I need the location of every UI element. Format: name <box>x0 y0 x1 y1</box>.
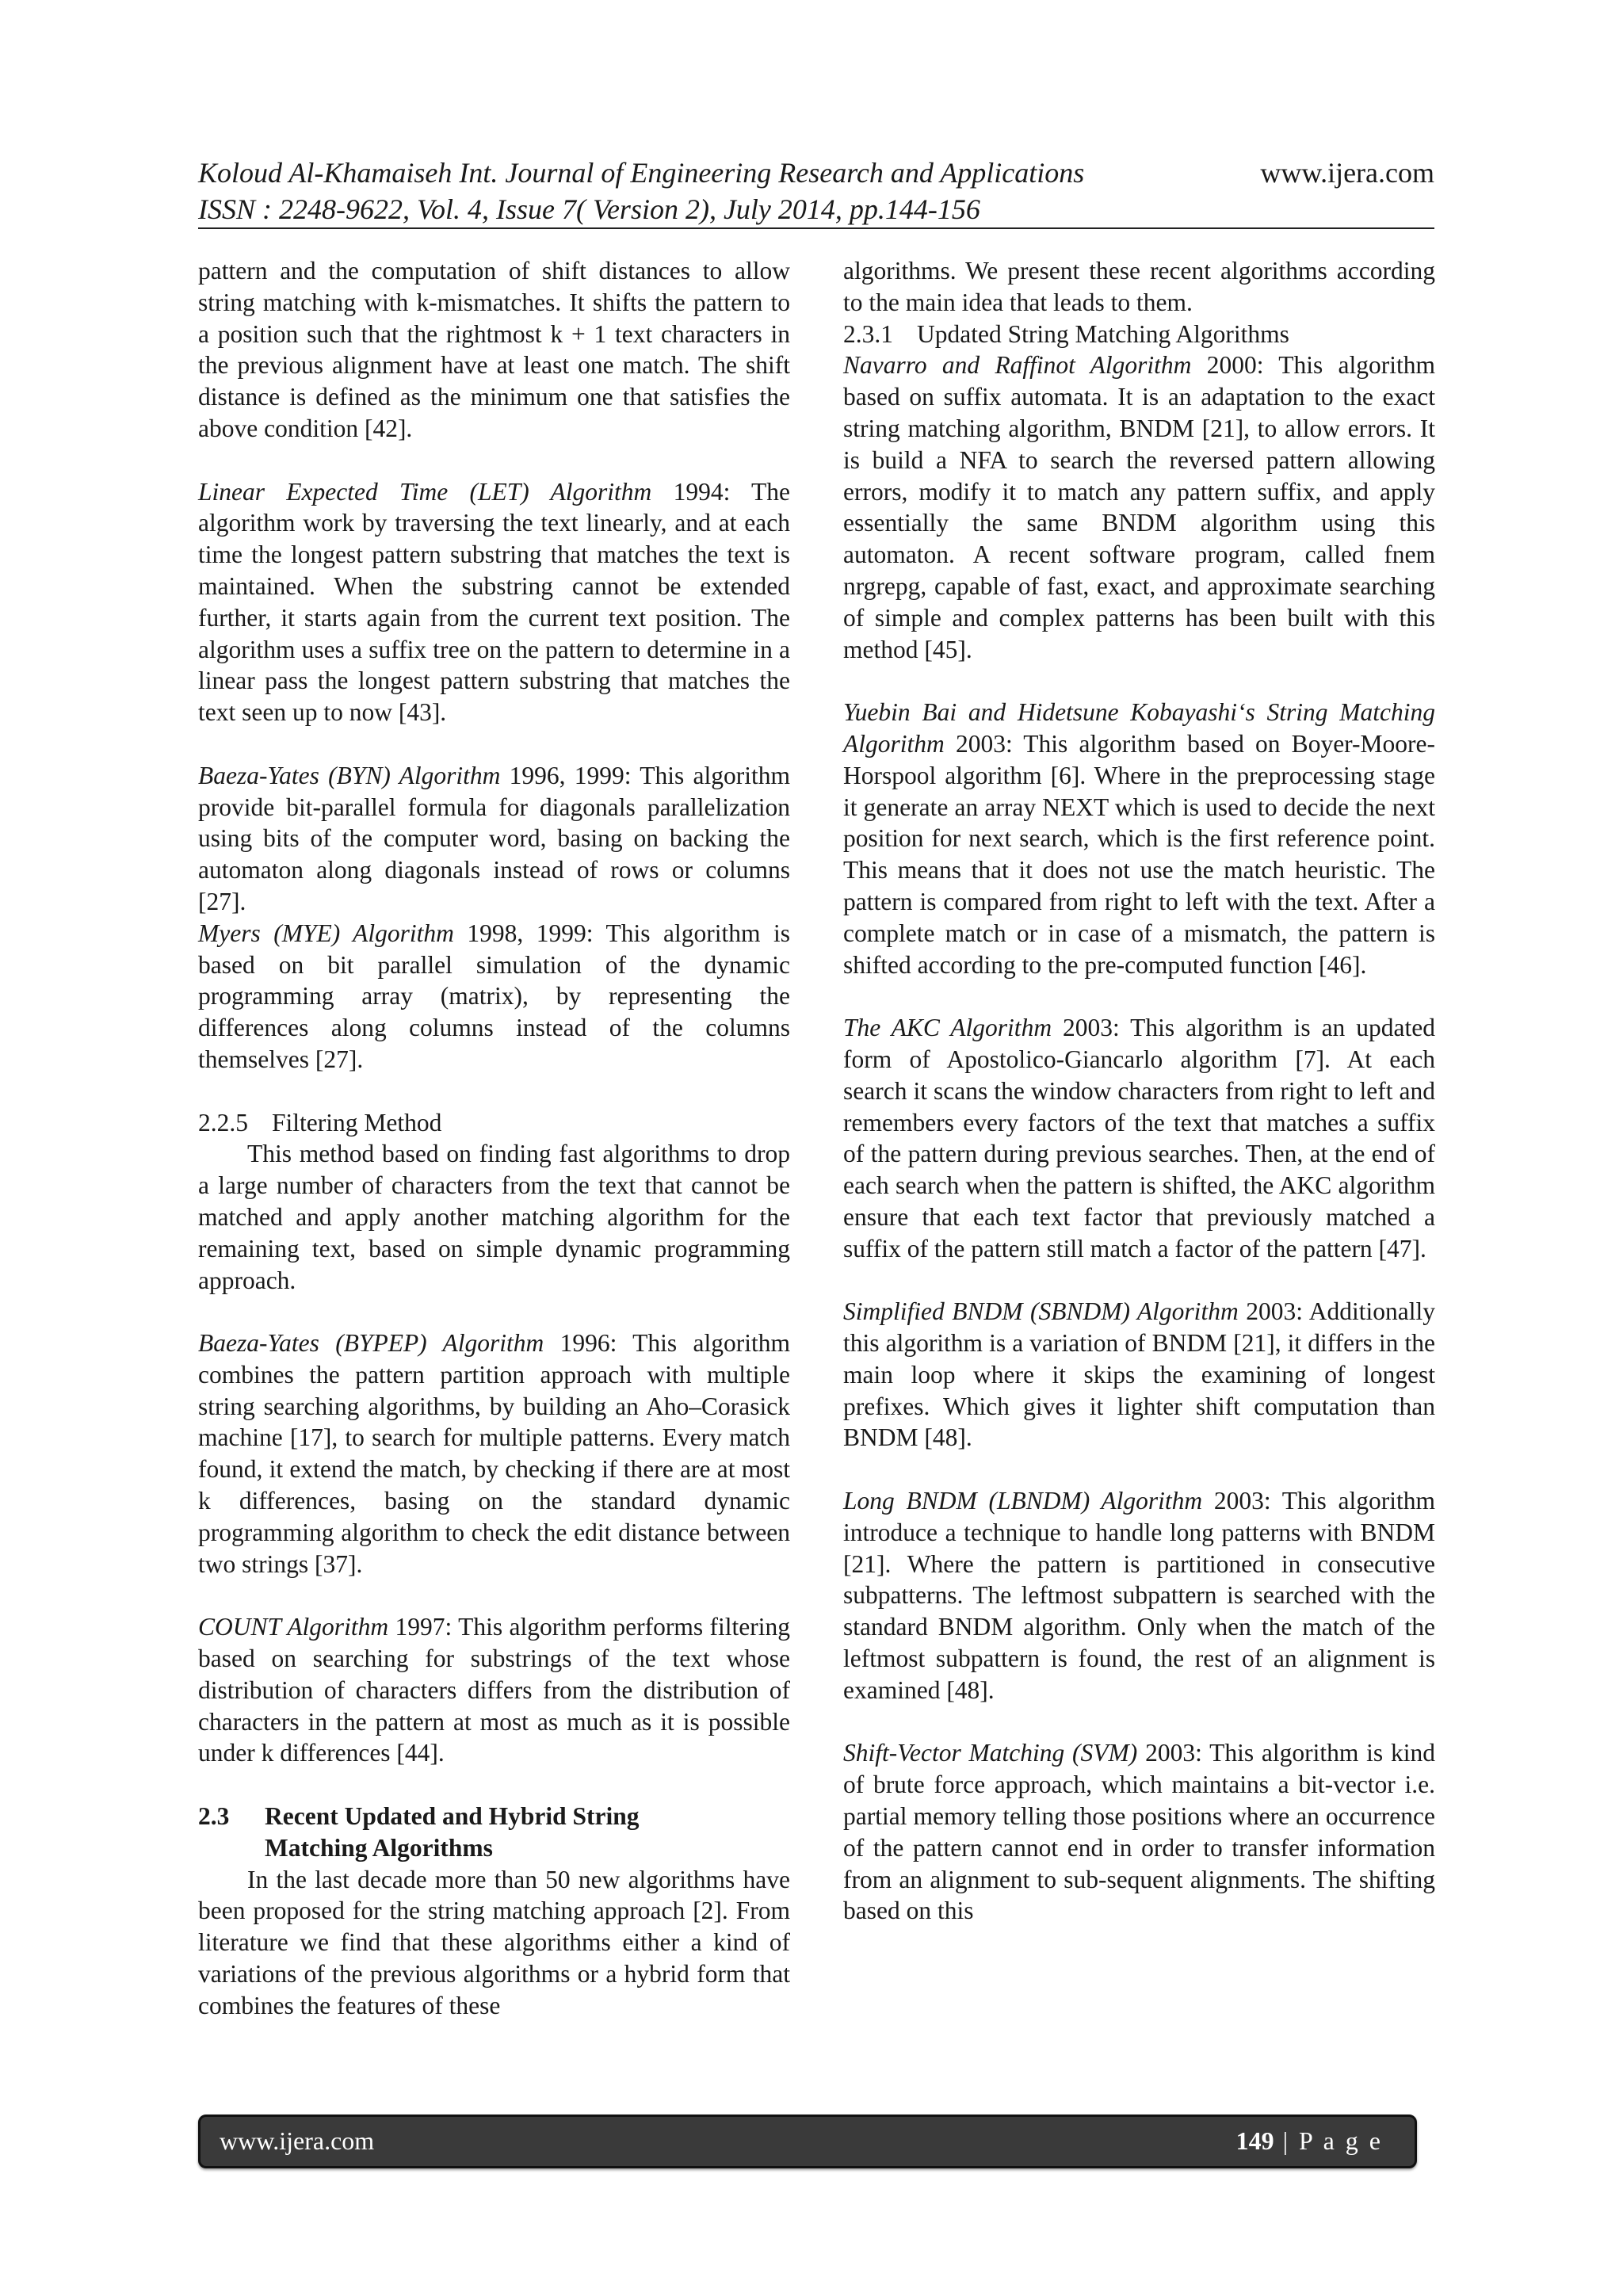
lbndm-title: Long BNDM (LBNDM) Algorithm <box>843 1487 1203 1515</box>
section-heading-2-3-line2: Matching Algorithms <box>265 1833 493 1862</box>
mye-title: Myers (MYE) Algorithm <box>198 919 454 947</box>
header-rule <box>198 227 1434 229</box>
running-header-line1 <box>198 155 1434 190</box>
header-site-link[interactable]: www.ijera.com <box>1260 157 1434 189</box>
paragraph-navarro-raffinot: Navarro and Raffinot Algorithm 2000: This algorithm based on suffix automata. It is an adaptation to the exact string matching algorithm, BNDM [21], to allow errors. It is build a NFA to search the reversed pattern allowing errors, modify it to match any pattern suffix, and apply essentially the same BNDM algorithm using this automaton. A recent software program, called fnem nrgrepg, capable of fast, exact, and approximate searching of simple and complex patterns has been built with this method [45]. <box>843 351 1435 663</box>
paragraph-svm-algorithm: Shift-Vector Matching (SVM) 2003: This algorithm is kind of brute force approach, which maintains a bit-vector i.e. partial memory telling those positions where an occurrence of the pattern cannot end in order to transfer information from an alignment to sub-sequent alignments. The shifting based on this <box>843 1739 1435 1925</box>
akc-title: The AKC Algorithm <box>843 1014 1052 1042</box>
page-number: 149 | P a g e <box>1235 2126 1383 2155</box>
section-heading-2-3: 2.3 Recent Updated and Hybrid String <box>198 1802 640 1831</box>
paragraph-shift-distances: pattern and the computation of shift distances to allow string matching with k-mismatches. It shifts the pattern to a position such that the rightmost k + 1 text characters in the previous alignment have at least one match. The shift distance is defined as the minimum one that satisfies the above condition [42]. <box>198 257 790 442</box>
let-title: Linear Expected Time (LET) Algorithm <box>198 477 652 506</box>
paragraph-lbndm-algorithm: Long BNDM (LBNDM) Algorithm 2003: This algorithm introduce a technique to handle long patterns with BNDM [21]. Where the pattern is partitioned in consecutive subpatterns. The leftmost subpattern is searched with the standard BNDM algorithm. Only when the match of the leftmost subpattern is found, the rest of an alignment is examined [48]. <box>843 1487 1435 1704</box>
paragraph-sbndm-algorithm: Simplified BNDM (SBNDM) Algorithm 2003: Additionally this algorithm is a variation of BNDM [21], it differs in the main loop where it skips the examining of longest prefixes. Which gives it lighter shift computation than BNDM [48]. <box>843 1297 1435 1452</box>
svm-title: Shift-Vector Matching (SVM) <box>843 1739 1138 1767</box>
paragraph-present-algorithms: algorithms. We present these recent algorithms according to the main idea that leads to them. <box>843 257 1435 316</box>
paragraph-recent-algorithms: In the last decade more than 50 new algorithms have been proposed for the string matching approach [2]. From literature we find that these algorithms either a kind of variations of the previous algorithms or a hybrid form that combines the features of these <box>198 1865 790 2019</box>
yb-title: Yuebin Bai and Hidetsune Kobayashi‘s String Matching Algorithm <box>843 698 1435 758</box>
paragraph-byn-algorithm: Baeza-Yates (BYN) Algorithm 1996, 1999: This algorithm provide bit-parallel formula for diagonals parallelization using bits of the computer word, basing on backing the automaton along diagonals instead of rows or columns [27]. <box>198 761 790 915</box>
section-heading-2-3-1: 2.3.1 Updated String Matching Algorithms <box>843 319 1289 348</box>
paragraph-bypep-algorithm: Baeza-Yates (BYPEP) Algorithm 1996: This algorithm combines the pattern partition approach with multiple string searching algorithms, by building an Aho–Corasick machine [17], to search for multiple patterns. Every match found, it extend the match, by checking if there are at most k differences, basing on the standard dynamic programming algorithm to check the edit distance between two strings [37]. <box>198 1329 790 1578</box>
footer-site-link[interactable]: www.ijera.com <box>220 2126 375 2155</box>
byn-title: Baeza-Yates (BYN) Algorithm <box>198 761 501 789</box>
right-column <box>843 255 1435 1927</box>
nr-title: Navarro and Raffinot Algorithm <box>843 351 1192 380</box>
running-header-line2: ISSN : 2248-9622, Vol. 4, Issue 7( Version 2), July 2014, pp.144-156 <box>198 193 980 225</box>
paragraph-akc-algorithm: The AKC Algorithm 2003: This algorithm is an updated form of Apostolico-Giancarlo algorithm [7]. At each search it scans the window characters from right to left and remembers every factors of the text that matches a suffix of the pattern during previous searches. Then, at the end of each search when the pattern is shifted, the AKC algorithm ensure that each text factor that previously matched a suffix of the pattern still match a factor of the pattern [47]. <box>843 1014 1435 1263</box>
section-heading-2-2-5: 2.2.5 Filtering Method <box>198 1108 442 1137</box>
journal-title: Koloud Al-Khamaiseh Int. Journal of Engineering Research and Applications <box>198 157 1085 189</box>
page-footer <box>198 2115 1417 2168</box>
paragraph-count-algorithm: COUNT Algorithm 1997: This algorithm performs filtering based on searching for substrings of the text whose distribution of characters differs from the distribution of characters in the pattern at most as much as it is possible under k differences [44]. <box>198 1613 791 1767</box>
paragraph-filtering-method: This method based on finding fast algorithms to drop a large number of characters from the text that cannot be matched and apply another matching algorithm for the remaining text, based on simple dynamic programming approach. <box>198 1140 790 1294</box>
left-column <box>198 255 790 2022</box>
count-title: COUNT Algorithm <box>198 1613 389 1641</box>
bypep-title: Baeza-Yates (BYPEP) Algorithm <box>198 1329 544 1358</box>
paragraph-mye-algorithm: Myers (MYE) Algorithm 1998, 1999: This algorithm is based on bit parallel simulation of the dynamic programming array (matrix), by representing the differences along columns instead of the columns themselves [27]. <box>198 919 790 1073</box>
paragraph-yuebin-bai: Yuebin Bai and Hidetsune Kobayashi‘s String Matching Algorithm 2003: This algorithm based on Boyer-Moore-Horspool algorithm [6]. Where in the preprocessing stage it generate an array NEXT which is used to decide the next position for next search, which is the first reference point. This means that it does not use the match heuristic. The pattern is compared from right to left with the text. After a complete match or in case of a mismatch, the pattern is shifted according to the pre-computed function [46]. <box>843 698 1435 979</box>
sbndm-title: Simplified BNDM (SBNDM) Algorithm <box>843 1297 1239 1326</box>
paragraph-let-algorithm: Linear Expected Time (LET) Algorithm 1994: The algorithm work by traversing the text linearly, and at each time the longest pattern substring that matches the text is maintained. When the substring cannot be extended further, it starts again from the current text position. The algorithm uses a suffix tree on the pattern to determine in a linear pass the longest pattern substring that matches the text seen up to now [43]. <box>198 477 791 727</box>
